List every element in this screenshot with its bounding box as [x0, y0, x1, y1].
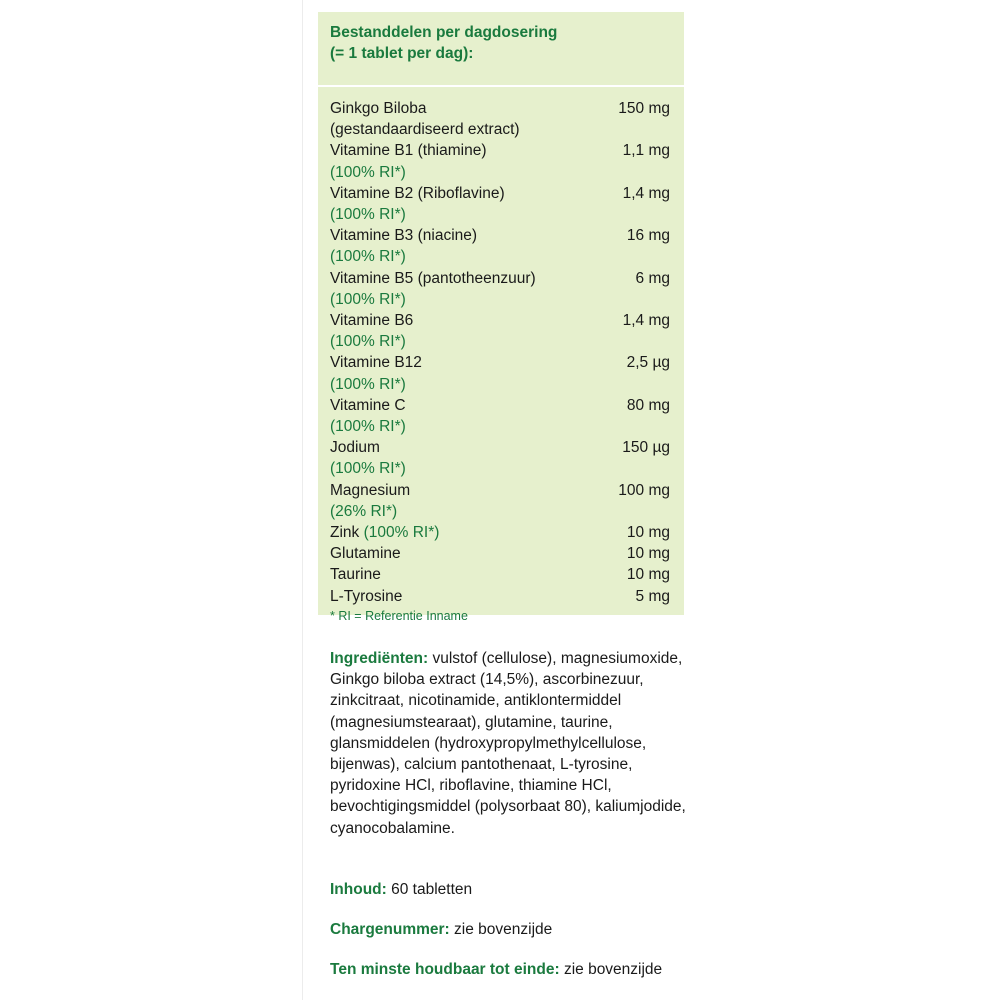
nutrition-panel [318, 12, 684, 615]
ingredients-text: vulstof (cellulose), magnesiumoxide, Ginkgo biloba extract (14,5%), ascorbinezuur, zinkcitraat, nicotinamide, antiklontermiddel (magnesiumstearaat), glutamine, taurine, glansmiddelen (hydroxypropylmethylcellulose, bijenwas), calcium pantothenaat, L-tyrosine, pyridoxine HCl, riboflavine, thiamine HCl, bevochtigingsmiddel (polysorbaat 80), kaliumjodide, cyanocobalamine. [330, 650, 686, 837]
nutrient-ri: (100% RI*) [330, 206, 406, 224]
nutrient-name: Vitamine B3 (niacine) [330, 227, 478, 245]
nutrient-row-b2 [330, 183, 670, 225]
nutrient-name: Vitamine B2 (Riboflavine) [330, 184, 505, 202]
nutrient-ri: (100% RI*) [330, 248, 406, 266]
nutrient-row-ginkgo [330, 98, 670, 140]
nutrient-name: Vitamine B1 (thiamine) [330, 142, 487, 160]
nutrient-amount: 100 mg [618, 481, 670, 499]
nutrient-table [318, 87, 684, 615]
nutrient-row-tyrosine [330, 586, 670, 607]
nutrient-amount: 10 mg [626, 566, 670, 584]
ri-footnote: * RI = Referentie Inname [330, 609, 468, 623]
nutrient-name: Magnesium [330, 481, 411, 499]
contents-block [330, 879, 690, 900]
nutrient-ri: (100% RI*) [363, 524, 440, 542]
nutrient-row-magnesium [330, 480, 670, 522]
nutrient-ri: (100% RI*) [330, 375, 406, 393]
nutrient-name: Ginkgo Biloba [330, 100, 427, 117]
best-before-value: zie bovenzijde [559, 961, 663, 978]
batch-value: zie bovenzijde [449, 921, 553, 938]
nutrient-row-taurine [330, 564, 670, 585]
nutrient-row-glutamine [330, 543, 670, 564]
nutrient-name: Vitamine B6 [330, 312, 414, 330]
nutrient-ri: (100% RI*) [330, 460, 406, 478]
nutrient-ri: (100% RI*) [330, 333, 406, 351]
nutrient-row-b12 [330, 352, 670, 394]
nutrient-row-b5 [330, 268, 670, 310]
panel-title-line1: Bestanddelen per dagdosering [330, 24, 558, 41]
nutrient-name: Jodium [330, 439, 380, 457]
nutrient-amount: 1,4 mg [622, 184, 670, 202]
best-before-block [330, 959, 730, 980]
nutrient-amount: 1,4 mg [622, 312, 670, 330]
nutrient-name: Taurine [330, 566, 381, 584]
contents-value: 60 tabletten [386, 881, 473, 898]
nutrient-name: Vitamine B12 [330, 354, 422, 372]
nutrient-name: Zink [330, 524, 360, 542]
nutrient-amount: 5 mg [635, 587, 670, 605]
nutrient-name: Glutamine [330, 545, 401, 563]
nutrient-name: L-Tyrosine [330, 587, 403, 605]
contents-label: Inhoud: [330, 881, 387, 898]
nutrient-amount: 80 mg [626, 396, 670, 414]
nutrient-amount: 10 mg [626, 524, 670, 542]
nutrient-amount: 10 mg [626, 545, 670, 563]
nutrient-row-b1 [330, 140, 670, 182]
panel-header [318, 12, 684, 85]
nutrient-amount: 6 mg [635, 269, 670, 287]
nutrient-subtext: (gestandaardiseerd extract) [330, 121, 520, 139]
nutrient-amount: 16 mg [626, 227, 670, 245]
nutrient-amount: 2,5 µg [626, 354, 670, 372]
ingredients-label: Ingrediënten: [330, 650, 429, 667]
best-before-label: Ten minste houdbaar tot einde: [330, 961, 560, 978]
nutrient-ri: (26% RI*) [330, 502, 398, 520]
nutrient-row-zink [330, 522, 670, 543]
nutrient-name: Vitamine C [330, 396, 406, 414]
ingredients-block [330, 648, 690, 839]
nutrient-amount: 150 mg [618, 100, 670, 117]
nutrient-ri: (100% RI*) [330, 290, 406, 308]
nutrient-row-jodium [330, 437, 670, 479]
nutrient-row-b3 [330, 225, 670, 267]
nutrient-amount: 1,1 mg [622, 142, 670, 160]
nutrient-name: Vitamine B5 (pantotheenzuur) [330, 269, 536, 287]
nutrient-ri: (100% RI*) [330, 163, 406, 181]
nutrient-ri: (100% RI*) [330, 418, 406, 436]
nutrient-row-b6 [330, 310, 670, 352]
batch-block [330, 919, 690, 940]
batch-label: Chargenummer: [330, 921, 450, 938]
nutrient-amount: 150 µg [622, 439, 670, 457]
panel-title-line2: (= 1 tablet per dag): [330, 45, 474, 62]
nutrient-row-vitc [330, 395, 670, 437]
page-edge [302, 0, 303, 1000]
